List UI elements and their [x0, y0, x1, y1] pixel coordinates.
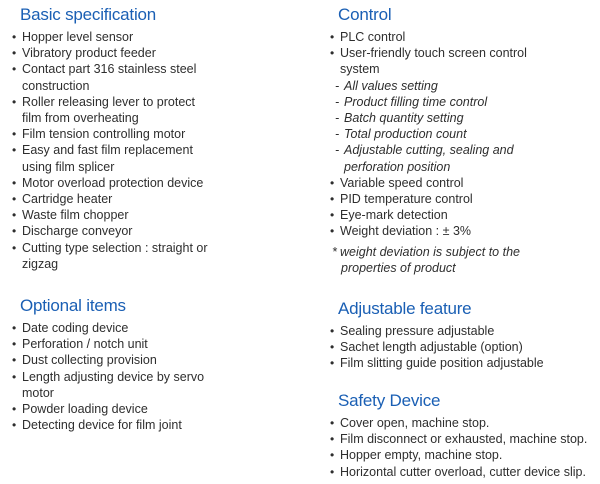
list-item: • PID temperature control: [330, 192, 473, 207]
safety-device-list: [330, 415, 595, 480]
list-item: • Film slitting guide position adjustable: [330, 356, 544, 371]
list-item: • Hopper empty, machine stop.: [330, 448, 503, 463]
adjustable-feature-list: [330, 323, 595, 372]
basic-specification-list: [12, 29, 312, 272]
list-subitem: - Total production count: [335, 127, 467, 142]
list-item: • Contact part 316 stainless steel construction: [12, 62, 197, 93]
list-item: • Perforation / notch unit: [12, 337, 148, 352]
optional-items-section: [12, 296, 312, 433]
list-item: • Powder loading device: [12, 402, 148, 417]
list-item: • Variable speed control: [330, 175, 464, 190]
list-item: • Waste film chopper: [12, 208, 129, 223]
list-item: • Easy and fast film replacement using film splicer: [12, 143, 193, 174]
safety-device-section: [330, 391, 595, 480]
list-item: • Length adjusting device by servo motor: [12, 369, 205, 400]
list-subitem: - All values setting: [335, 78, 438, 93]
list-item: • Motor overload protection device: [12, 175, 204, 190]
list-subitem: - Adjustable cutting, sealing and perforation position: [335, 143, 514, 174]
control-heading: Control: [338, 5, 392, 24]
adjustable-feature-section: [330, 299, 595, 372]
optional-items-heading: Optional items: [20, 296, 126, 315]
list-item: • Vibratory product feeder: [12, 46, 156, 61]
list-item: • Eye-mark detection: [330, 208, 448, 223]
list-item: • Sealing pressure adjustable: [330, 324, 495, 338]
optional-items-list: [12, 320, 312, 433]
list-item: • Date coding device: [12, 321, 129, 335]
list-item: • Cover open, machine stop.: [330, 416, 490, 430]
list-item: • Sachet length adjustable (option): [330, 340, 523, 355]
list-item: • Horizontal cutter overload, cutter device slip.: [330, 464, 586, 479]
control-list: [330, 29, 595, 240]
safety-device-heading: Safety Device: [338, 391, 441, 410]
list-item: • Dust collecting provision: [12, 353, 157, 368]
list-item: • Film tension controlling motor: [12, 127, 186, 142]
list-item: • Cartridge heater: [12, 192, 113, 207]
list-item: • Hopper level sensor: [12, 30, 134, 44]
list-item: • User-friendly touch screen control system: [330, 46, 527, 77]
basic-specification-section: [12, 5, 312, 272]
list-item: • Weight deviation : ± 3%: [330, 224, 472, 239]
adjustable-feature-heading: Adjustable feature: [338, 299, 472, 318]
list-item: • PLC control: [330, 30, 406, 44]
list-item: • Detecting device for film joint: [12, 418, 182, 433]
list-item: • Cutting type selection : straight or zigzag: [12, 240, 208, 271]
list-item: • Discharge conveyor: [12, 224, 133, 239]
control-section: [330, 5, 595, 276]
weight-deviation-note: * weight deviation is subject to the properties of product: [332, 244, 520, 275]
asterisk: *: [332, 244, 337, 259]
list-subitem: - Product filling time control: [335, 94, 488, 109]
list-item: • Film disconnect or exhausted, machine stop.: [330, 432, 588, 447]
list-item: • Roller releasing lever to protect film from overheating: [12, 94, 195, 126]
basic-specification-heading: Basic specification: [20, 5, 157, 24]
list-subitem: - Batch quantity setting: [335, 111, 464, 126]
